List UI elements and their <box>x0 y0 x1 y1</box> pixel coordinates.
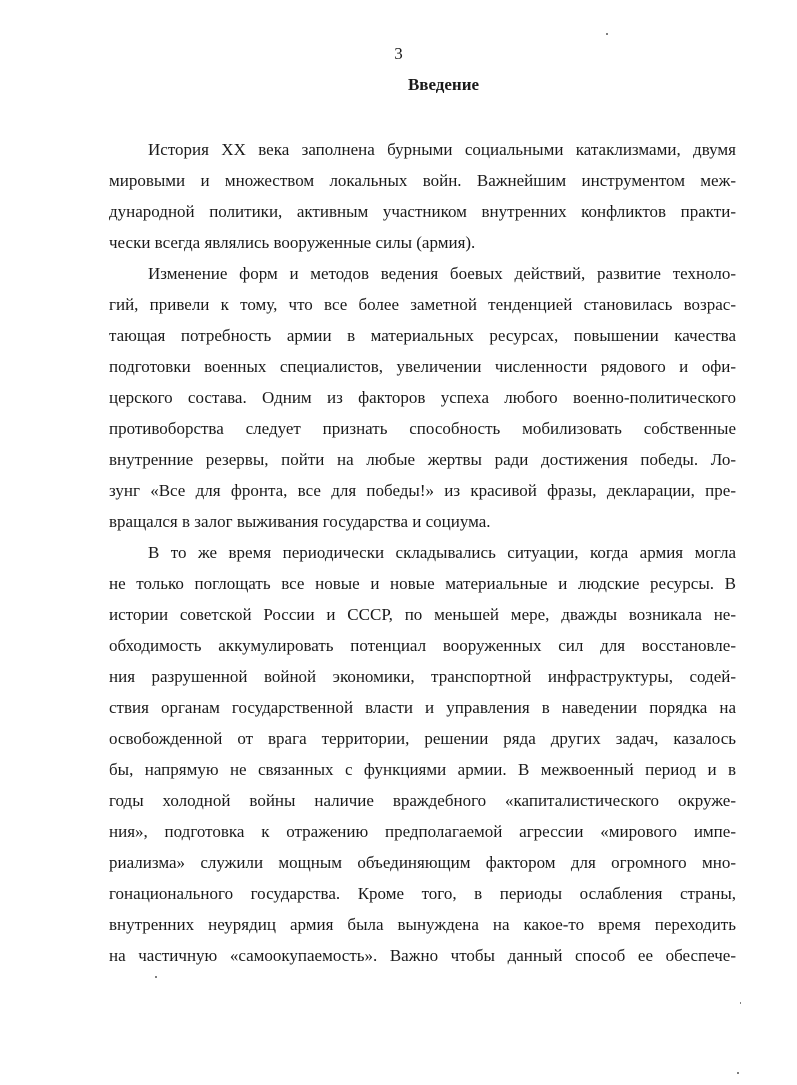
text-line: История XX века заполнена бурными социальными катаклизмами, двумя <box>148 140 736 159</box>
paragraph-2 <box>109 258 736 537</box>
text-line: истории советской России и СССР, по меньшей мере, дважды возникала не- <box>109 605 736 624</box>
text-line: противоборства следует признать способность мобилизовать собственные <box>109 419 736 438</box>
scan-speck <box>737 1072 739 1074</box>
paragraph-1 <box>109 134 736 258</box>
text-line: В то же время периодически складывались ситуации, когда армия могла <box>148 543 736 562</box>
text-line: внутренних неурядиц армия была вынуждена на какое-то время переходить <box>109 915 736 934</box>
scan-speck <box>155 976 157 978</box>
text-line: вращался в залог выживания государства и социума. <box>109 512 491 531</box>
page-title: Введение <box>407 75 480 94</box>
scan-speck <box>740 1002 741 1004</box>
text-line: ния», подготовка к отражению предполагаемой агрессии «мирового импе- <box>109 822 736 841</box>
text-line: дународной политики, активным участником внутренних конфликтов практи- <box>109 202 736 221</box>
text-line: мировыми и множеством локальных войн. Важнейшим инструментом меж- <box>109 171 736 190</box>
paragraph-3 <box>109 537 736 971</box>
text-line: зунг «Все для фронта, все для победы!» из красивой фразы, декларации, пре- <box>109 481 736 500</box>
scan-speck <box>606 33 608 35</box>
text-line: освобожденной от врага территории, решении ряда других задач, казалось <box>109 729 736 748</box>
text-line: ния разрушенной войной экономики, транспортной инфраструктуры, содей- <box>109 667 736 686</box>
text-line: риализма» служили мощным объединяющим фактором для огромного мно- <box>109 853 736 872</box>
text-line: внутренние резервы, пойти на любые жертвы ради достижения победы. Ло- <box>109 450 736 469</box>
text-line: гий, привели к тому, что все более заметной тенденцией становилась возрас- <box>109 295 736 314</box>
text-line: подготовки военных специалистов, увеличении численности рядового и офи- <box>109 357 736 376</box>
text-line: Изменение форм и методов ведения боевых действий, развитие техноло- <box>148 264 736 283</box>
text-line: не только поглощать все новые и новые материальные и людские ресурсы. В <box>109 574 736 593</box>
text-line: годы холодной войны наличие враждебного «капиталистического окруже- <box>109 791 736 810</box>
page-number: 3 <box>394 44 403 63</box>
text-line: обходимость аккумулировать потенциал вооруженных сил для восстановле- <box>109 636 736 655</box>
text-line: церского состава. Одним из факторов успеха любого военно-политического <box>109 388 736 407</box>
text-line: на частичную «самоокупаемость». Важно чтобы данный способ ее обеспече- <box>109 946 736 965</box>
text-line: гонационального государства. Кроме того, в периоды ослабления страны, <box>109 884 736 903</box>
text-line: бы, напрямую не связанных с функциями армии. В межвоенный период и в <box>109 760 736 779</box>
text-line: чески всегда являлись вооруженные силы (армия). <box>109 233 476 252</box>
text-line: тающая потребность армии в материальных ресурсах, повышении качества <box>109 326 736 345</box>
text-line: ствия органам государственной власти и управления в наведении порядка на <box>109 698 736 717</box>
